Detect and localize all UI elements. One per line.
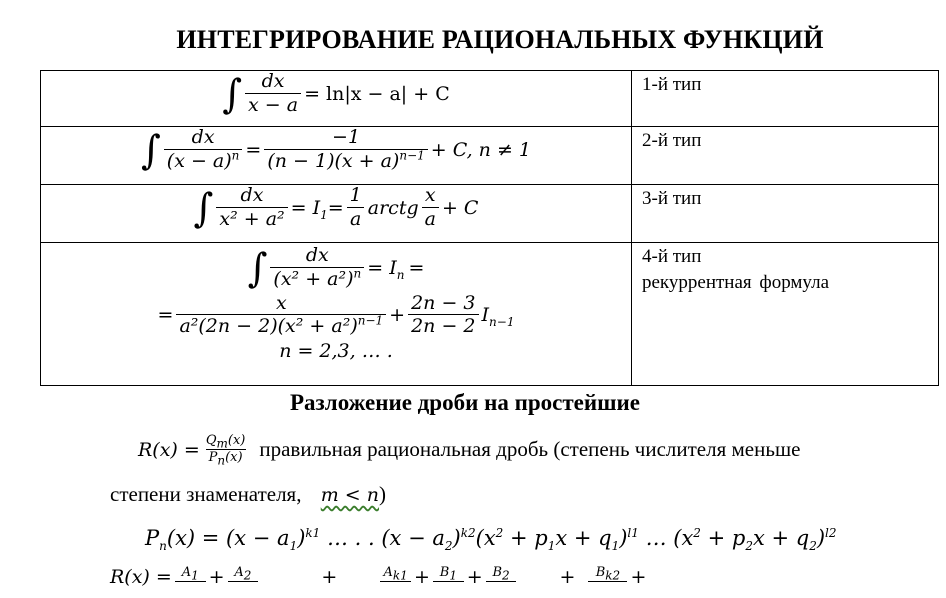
table-row: [41, 243, 939, 386]
formula-cell-3: ∫ $\frac{dx}{\text{x² + a²}}$ = $I_1$ = $\frac{1}{a}$ arctg $\frac{x}{a}$ + C: [41, 185, 632, 243]
rational-fraction-definition: R(x) = $\frac{Q_m(x)}{P_n(x)}$ правильная рациональная дробь (степень числителя меньше: [138, 433, 801, 468]
formula-cell-2: ∫ $\frac{dx}{(x - a)^n}$ = $\frac{-1}{(n - 1)(x + a)^{n-1}}$ + C, n ≠ 1: [41, 127, 632, 185]
section-subtitle: Разложение дроби на простейшие: [290, 390, 640, 415]
type-cell-2: 2-й тип: [632, 127, 939, 185]
page-title: ИНТЕГРИРОВАНИЕ РАЦИОНАЛЬНЫХ ФУНКЦИЙ: [176, 25, 824, 54]
type-cell-4: 4-й тип рекуррентная формула: [632, 243, 939, 386]
rational-fraction-definition-line2: степени знаменателя, m < n): [110, 482, 386, 506]
integral-sign: ∫: [247, 244, 268, 291]
integral-sign: ∫: [193, 184, 214, 231]
formula-table: [40, 70, 939, 386]
formula-cell-1: ∫ $\frac{dx}{x - a}$ = ln|x − a| + C: [41, 71, 632, 127]
type-cell-3: 3-й тип: [632, 185, 939, 243]
formula-cell-4: ∫ $\frac{dx}{(x^2 + a^2)^n}$ = $I_n$ = = $\frac{x}{a^2(2n - 2)(x^2 + a^2)^{n-1}}$ + $\frac{2n - 3}{2n - 2}$ $I_{n-1}$ n = 2,3, … .: [41, 243, 632, 386]
pn-factorization: $P_n(x) = (x - a_1)^{k1}$ … . . $(x - a_2)^{k2}(x^2 + p_1x + q_1)^{l1}$ … $(x^2 + p_2x + q_2)^{l2}$: [145, 526, 837, 554]
integral-sign: ∫: [140, 126, 161, 173]
table-row: [41, 71, 939, 127]
type-cell-1: 1-й тип: [632, 71, 939, 127]
partial-fraction-decomposition: R(x) = $A_1$ + $A_2$ + $A_{k1}$ + $B_1$ + $B_2$ + $B_{k2}$ +: [110, 566, 646, 598]
integral-sign: ∫: [222, 70, 243, 117]
table-row: [41, 185, 939, 243]
table-row: [41, 127, 939, 185]
